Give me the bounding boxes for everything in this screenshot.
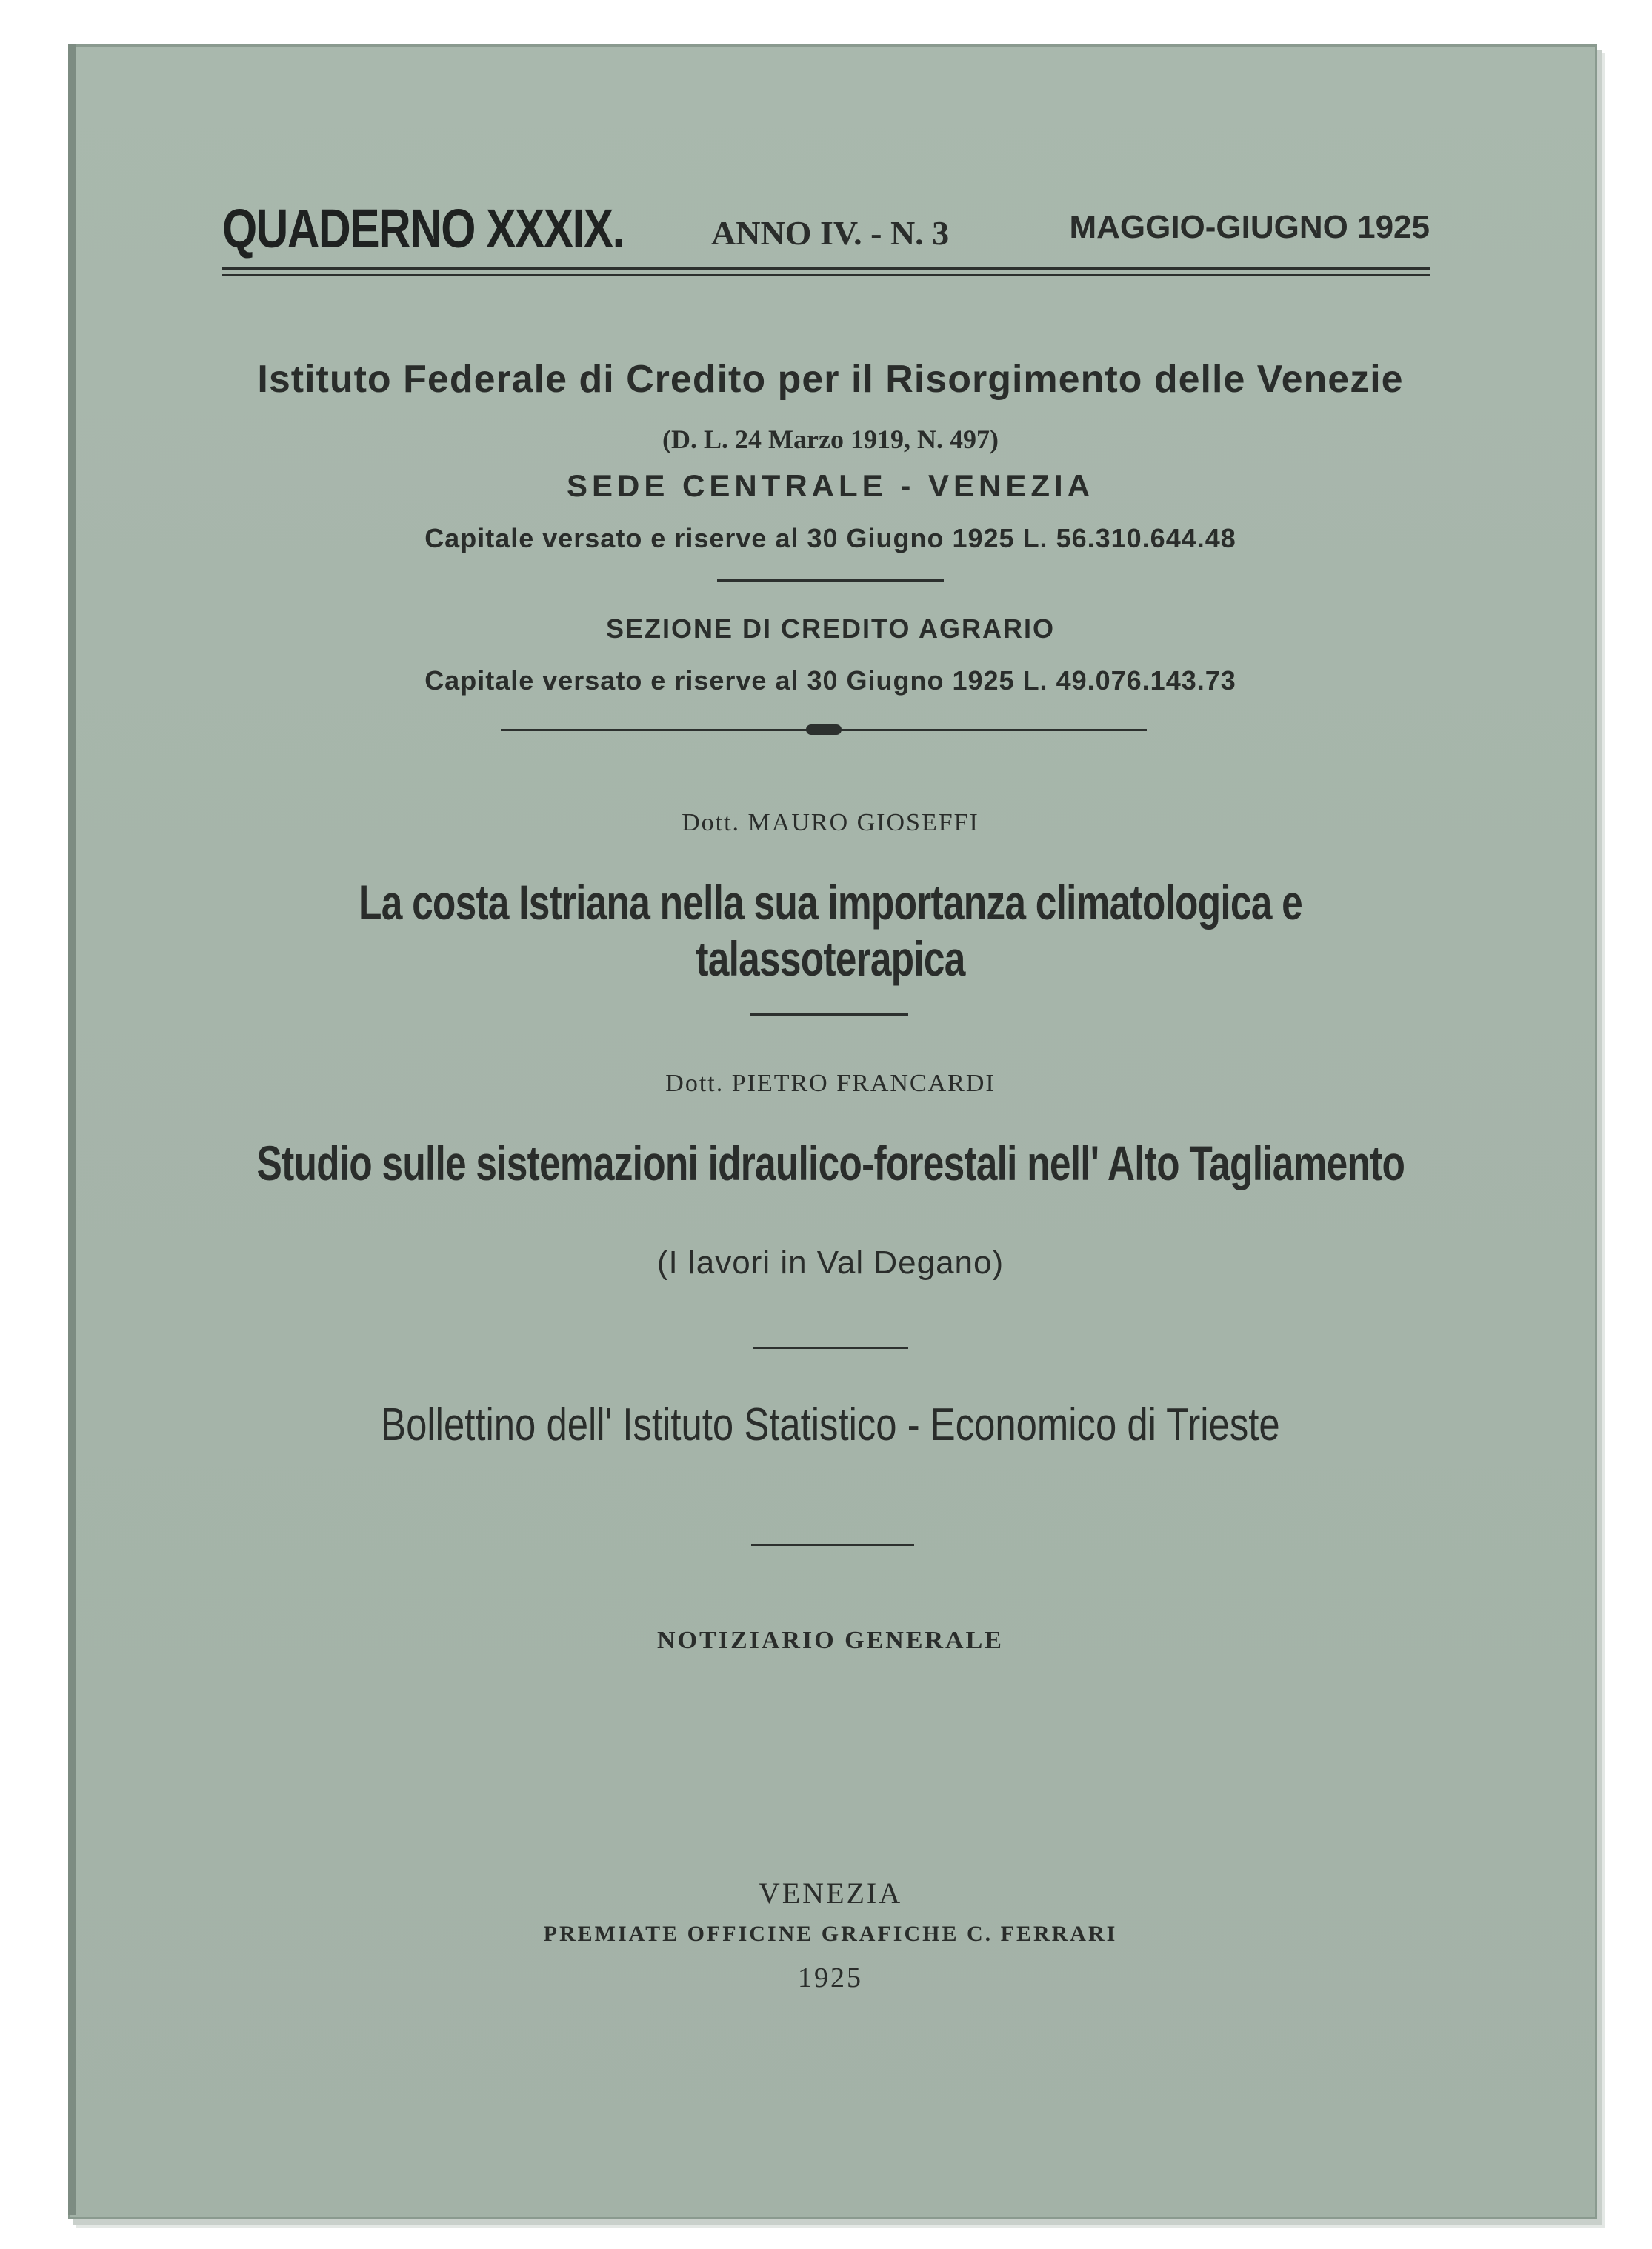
divider-4	[751, 1544, 914, 1546]
capital-section: Capitale versato e riserve al 30 Giugno 1925 L. 49.076.143.73	[424, 665, 1236, 696]
issue-period: MAGGIO-GIUGNO 1925	[1069, 209, 1430, 245]
printer-name: PREMIATE OFFICINE GRAFICHE C. FERRARI	[543, 1922, 1118, 1946]
divider-1	[717, 579, 944, 582]
news-section: NOTIZIARIO GENERALE	[657, 1627, 1004, 1654]
divider-3	[753, 1347, 908, 1349]
ornament-center	[806, 724, 842, 735]
decree-reference: (D. L. 24 Marzo 1919, N. 497)	[662, 424, 999, 454]
header-double-rule-bottom	[222, 274, 1430, 276]
capital-main: Capitale versato e riserve al 30 Giugno 1925 L. 56.310.644.48	[424, 523, 1236, 553]
quaderno-number: QUADERNO XXXIX.	[222, 198, 624, 259]
article-title-1	[68, 874, 1593, 987]
header-row	[222, 191, 1430, 265]
article-title-2-text: Studio sulle sistemazioni idraulico-forestali nell' Alto Tagliamento	[256, 1136, 1405, 1190]
author-2: Dott. PIETRO FRANCARDI	[665, 1070, 996, 1097]
section-title: SEZIONE DI CREDITO AGRARIO	[605, 613, 1056, 644]
bulletin-title	[68, 1399, 1593, 1451]
article-title-2	[68, 1135, 1593, 1191]
bulletin-title-text: Bollettino dell' Istituto Statistico - Economico di Trieste	[381, 1399, 1280, 1450]
institute-name: Istituto Federale di Credito per il Risorgimento delle Venezie	[257, 358, 1404, 401]
article-title-1-text: La costa Istriana nella sua importanza climatologica e talassoterapica	[359, 875, 1302, 986]
publication-city: VENEZIA	[758, 1876, 903, 1910]
anno-number: ANNO IV. - N. 3	[711, 214, 950, 252]
divider-2	[750, 1013, 908, 1016]
author-1: Dott. MAURO GIOSEFFI	[682, 809, 979, 836]
publication-year: 1925	[798, 1962, 863, 1993]
central-seat: SEDE CENTRALE - VENEZIA	[566, 468, 1095, 503]
header-double-rule-top	[222, 267, 1430, 270]
article-subtitle-2: (I lavori in Val Degano)	[656, 1245, 1005, 1281]
